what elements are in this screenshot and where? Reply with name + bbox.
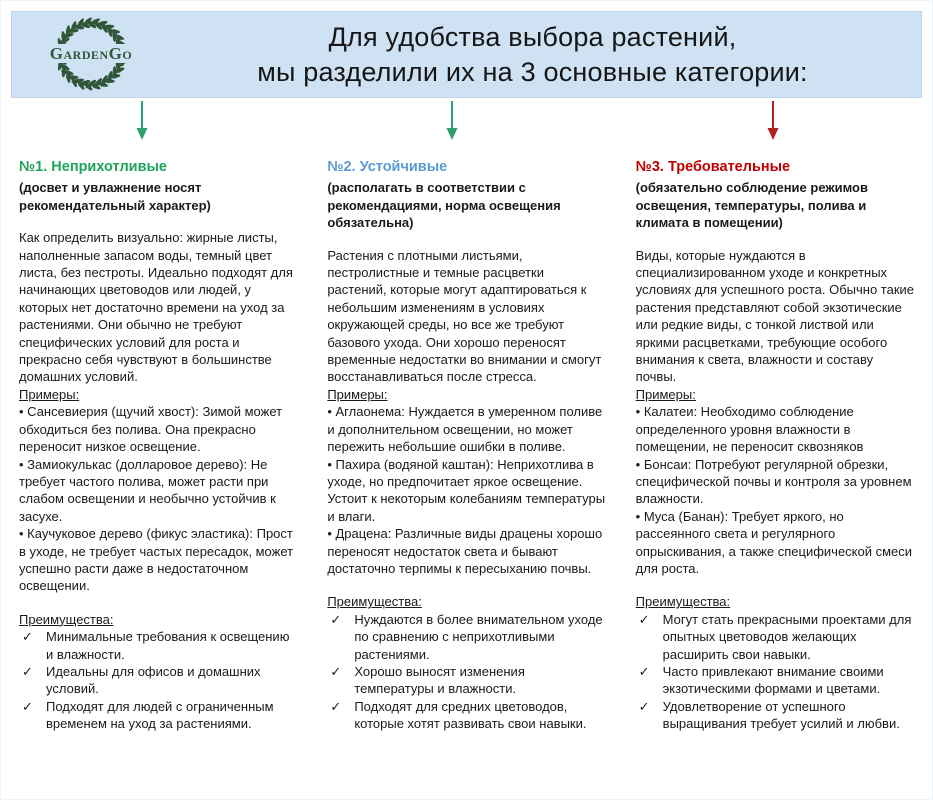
logo-wreath-icon <box>26 13 156 97</box>
example-item: • Аглаонема: Нуждается в умеренном поливе и дополнительном освещении, но может пережить небольшие ошибки в поливе. <box>327 403 605 455</box>
title-line-2: мы разделили их на 3 основные категории: <box>257 56 808 87</box>
header <box>11 11 922 98</box>
advantages-label: Преимущества: <box>635 594 731 610</box>
advantage-item: ✓ Минимальные требования к освещению и влажности. <box>19 628 297 663</box>
category-column-resistant <box>327 158 605 733</box>
example-item: • Сансевиерия (щучий хвост): Зимой может обходиться без полива. Она прекрасно переносит низкое освещение. <box>19 403 297 455</box>
examples-label: Примеры: <box>635 386 696 402</box>
category-heading: №1. Неприхотливые <box>19 159 167 175</box>
example-item: • Замиокулькас (долларовое дерево): Не требует частого полива, может расти при слабом освещении и необычно устойчив к засухе. <box>19 456 297 526</box>
example-item: • Каучуковое дерево (фикус эластика): Прост в уходе, не требует частых пересадок, может успешно расти даже в недостаточном освещении. <box>19 525 297 595</box>
examples-label: Примеры: <box>327 386 388 402</box>
examples-label: Примеры: <box>19 386 80 402</box>
advantages-label: Преимущества: <box>19 611 114 627</box>
page-title <box>170 20 921 89</box>
category-subheading: (обязательно соблюдение режимов освещения, температуры, полива и климата в помещении) <box>635 180 868 231</box>
category-heading: №2. Устойчивые <box>327 159 448 175</box>
advantage-item: ✓ Хорошо выносят изменения температуры и влажности. <box>327 663 605 698</box>
advantages-block <box>19 611 297 733</box>
category-description: Виды, которые нуждаются в специализированном уходе и конкретных условиях для успешного роста. Обычно такие растения представляют собой экзотические или редкие виды, с тонкой листвой или яркими расцветками, требующие особого внимания к света, влажности и составу почвы. <box>635 247 915 385</box>
example-item: • Муса (Банан): Требует яркого, но рассеянного света и регулярного опрыскивания, а также специфической смеси для роста. <box>636 508 914 578</box>
advantage-item: ✓ Часто привлекают внимание своими экзотическими формами и цветами. <box>636 663 914 698</box>
category-subheading: (досвет и увлажнение носят рекомендательный характер) <box>19 180 211 213</box>
example-item: • Пахира (водяной каштан): Неприхотлива в уходе, но предпочитает яркое освещение. Устоит к некоторым колебаниям температуры и влаги. <box>327 456 605 526</box>
advantages-block <box>327 593 605 732</box>
advantage-item: ✓ Удовлетворение от успешного выращивания требует усилий и любви. <box>636 698 914 733</box>
advantage-item: ✓ Подходят для средних цветоводов, которые хотят развивать свои навыки. <box>327 698 605 733</box>
advantage-item: ✓ Могут стать прекрасными проектами для опытных цветоводов желающих расширить свои навыки. <box>636 611 914 663</box>
example-item: • Калатеи: Необходимо соблюдение определенного уровня влажности в помещении, не переносит сквозняков <box>636 403 914 455</box>
category-column-unpretentious <box>19 158 297 733</box>
advantages-label: Преимущества: <box>327 594 422 610</box>
logo-text: GardenGo <box>49 43 133 63</box>
title-line-1: Для удобства выбора растений, <box>328 21 737 52</box>
category-subheading: (располагать в соответствии с рекомендациями, норма освещения обязательна) <box>327 180 561 231</box>
down-arrow-icon-1 <box>135 101 149 141</box>
advantage-item: ✓ Идеальны для офисов и домашних условий. <box>19 663 297 698</box>
advantage-item: ✓ Подходят для людей с ограниченным временем на уход за растениями. <box>19 698 297 733</box>
example-item: • Бонсаи: Потребуют регулярной обрезки, специфической почвы и контроля за уровнем влажности. <box>636 456 914 508</box>
down-arrow-icon-3 <box>766 101 780 141</box>
example-item: • Драцена: Различные виды драцены хорошо переносят недостаток света и бывают достаточно терпимы к пересыханию почвы. <box>327 525 605 577</box>
categories <box>19 158 914 733</box>
category-description: Как определить визуально: жирные листы, наполненные запасом воды, темный цвет листа, без пестроты. Идеально подходят для начинающих цветоводов или людей, у которых нет достаточно времени на уход за растениями. Они обычно не требуют специфических условий для роста и прекрасно себя чувствуют в большинстве домашних условий. <box>19 230 293 385</box>
advantages-block <box>636 593 914 732</box>
advantage-item: ✓ Нуждаются в более внимательном уходе по сравнению с неприхотливыми растениями. <box>327 611 605 663</box>
logo <box>12 13 170 97</box>
category-heading: №3. Требовательные <box>635 159 791 175</box>
category-description: Растения с плотными листьями, пестролистные и темные расцветки растений, которые могут адаптироваться к небольшим изменениям в условиях окружающей среды, но все же требуют базового ухода. Они хорошо переносят временные недостатки во внимании и смогут восстанавливаться после стресса. <box>327 247 602 385</box>
category-column-demanding <box>636 158 914 733</box>
down-arrow-icon-2 <box>445 101 459 141</box>
